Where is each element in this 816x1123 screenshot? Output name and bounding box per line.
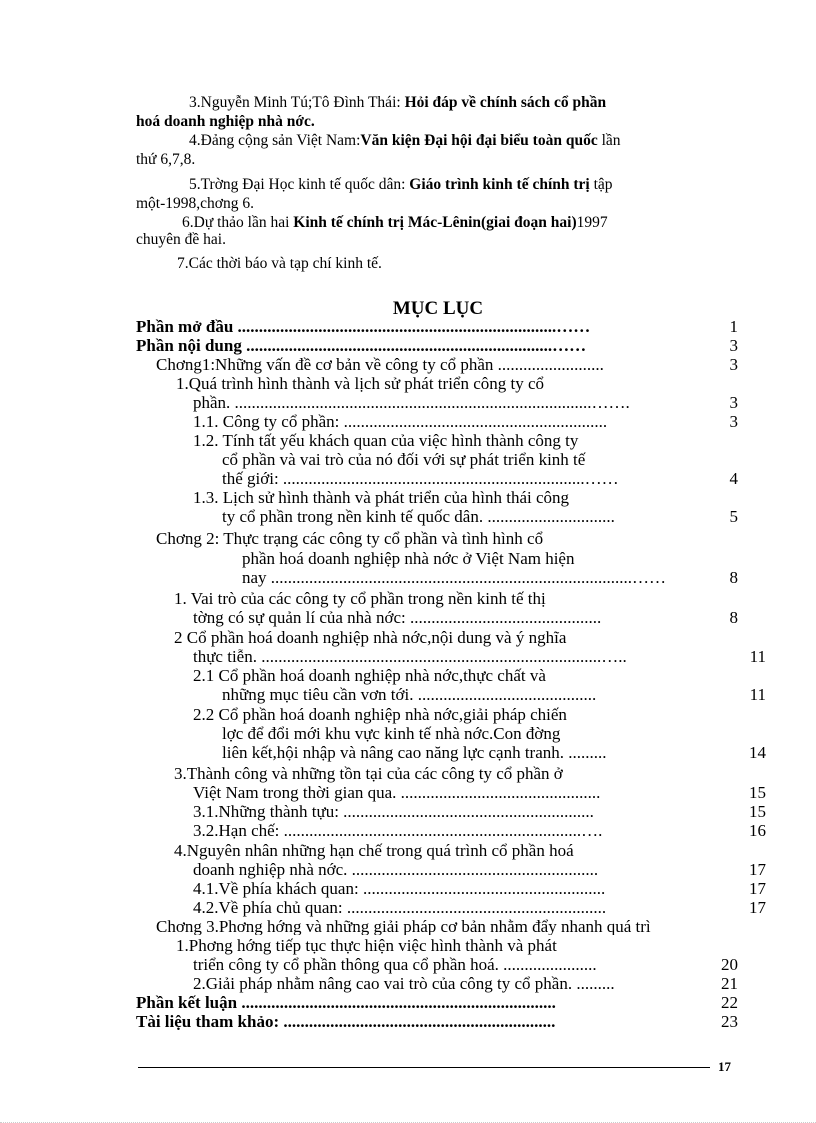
toc-entry-4-line-2: doanh nghiệp nhà nớc. .......................................................... bbox=[193, 860, 599, 879]
toc-entry-chapter-3: Chơng 3.Phơng hớng và những giải pháp cơ bản nhằm đẩy nhanh quá trì bbox=[156, 918, 651, 935]
toc-page-1: 3 bbox=[729, 393, 738, 412]
reference-5-title: Giáo trình kinh tế chính trị bbox=[409, 176, 590, 193]
reference-3-title-part-1: Hỏi đáp về chính sách cổ phần bbox=[404, 94, 607, 111]
toc-entry-content: Phần nội dung ........................................................................…… bbox=[136, 336, 587, 355]
toc-page-3-2: 16 bbox=[749, 821, 766, 840]
toc-page-2-2-1: 11 bbox=[749, 685, 766, 704]
toc-entry-conclusion: Phần kết luận .......................................................................... bbox=[136, 993, 556, 1012]
toc-entry-3-1: 3.1.Những thành tựu: ........................................................... bbox=[193, 802, 594, 821]
toc-entry-4-2: 4.2.Về phía chủ quan: ............................................................. bbox=[193, 898, 607, 917]
reference-6-line-1 bbox=[182, 213, 608, 232]
toc-entry-3-line-2: Việt Nam trong thời gian qua. ............................................... bbox=[193, 783, 601, 802]
toc-entry-4-1: 4.1.Về phía khách quan: ......................................................... bbox=[193, 879, 606, 898]
reference-3-authors: 3.Nguyễn Minh Tú;Tô Đình Thái: bbox=[189, 94, 405, 111]
toc-entry-2-2-line-2: thực tiễn. ................................................................................….. bbox=[193, 647, 627, 666]
toc-entry-references: Tài liệu tham khảo: ................................................................ bbox=[136, 1012, 556, 1031]
reference-4-line-1 bbox=[189, 131, 621, 150]
reference-4-author: 4.Đảng cộng sản Việt Nam: bbox=[189, 132, 361, 149]
toc-entry-2-1-line-2: tờng có sự quản lí của nhà nớc: ............................................. bbox=[193, 608, 602, 627]
reference-3-title-part-2: hoá doanh nghiệp nhà nớc. bbox=[136, 113, 315, 130]
toc-entry-3-1-solutions-line-1: 1.Phơng hớng tiếp tục thực hiện việc hình thành và phát bbox=[176, 936, 557, 955]
toc-page-4-1: 17 bbox=[749, 879, 766, 898]
reference-5-tail: tập bbox=[589, 176, 613, 193]
toc-page-3-1-solutions: 20 bbox=[721, 955, 738, 974]
toc-entry-2-2-2-line-3: liên kết,hội nhập và nâng cao năng lực cạnh tranh. ......... bbox=[222, 743, 607, 762]
reference-4-continuation: thứ 6,7,8. bbox=[136, 151, 196, 168]
reference-3-line-1 bbox=[189, 93, 606, 112]
toc-entry-2-2-1-line-1: 2.1 Cổ phần hoá doanh nghiệp nhà nớc,thực chất và bbox=[193, 666, 546, 685]
footer-rule bbox=[138, 1067, 710, 1068]
toc-entry-2-2-2-line-1: 2.2 Cổ phần hoá doanh nghiệp nhà nớc,giải pháp chiến bbox=[193, 705, 567, 724]
reference-6-line-2 bbox=[136, 230, 226, 249]
toc-page-conclusion: 22 bbox=[721, 993, 738, 1012]
page-number: 17 bbox=[718, 1059, 731, 1074]
reference-6-title: Kinh tế chính trị Mác-Lênin(giai đoạn hai) bbox=[293, 214, 577, 231]
toc-entry-4-line-1: 4.Nguyên nhân những hạn chế trong quá trình cổ phần hoá bbox=[174, 841, 574, 860]
toc-entry-1-line-2: phần. ....................................................................................……. bbox=[193, 393, 630, 412]
toc-page-1-1: 3 bbox=[729, 412, 738, 431]
toc-entry-3-2-solutions: 2.Giải pháp nhằm nâng cao vai trò của công ty cổ phần. ......... bbox=[193, 974, 615, 993]
toc-entry-3-line-1: 3.Thành công và những tồn tại của các công ty cổ phần ở bbox=[174, 764, 563, 783]
toc-page-2-2: 11 bbox=[749, 647, 766, 666]
toc-page-1-2: 4 bbox=[729, 469, 738, 488]
toc-page-2-2-2: 14 bbox=[749, 743, 766, 762]
toc-entry-1-line-1: 1.Quá trình hình thành và lịch sử phát triển công ty cổ bbox=[176, 374, 545, 393]
toc-page-4: 17 bbox=[749, 860, 766, 879]
reference-3-line-2 bbox=[136, 112, 315, 131]
reference-5-line-1 bbox=[189, 175, 613, 194]
toc-page-2-1: 8 bbox=[729, 608, 738, 627]
reference-6-tail: 1997 bbox=[576, 214, 608, 231]
toc-entry-1-2-line-2: cổ phần và vai trò của nó đối với sự phát triển kinh tế bbox=[222, 450, 586, 469]
toc-page-1-3: 5 bbox=[729, 507, 738, 526]
toc-page-chapter-1: 3 bbox=[729, 355, 738, 374]
toc-page-chapter-2: 8 bbox=[729, 568, 738, 587]
toc-page-references: 23 bbox=[721, 1012, 738, 1031]
toc-page-intro: 1 bbox=[729, 317, 738, 336]
reference-5-continuation: một-1998,chơng 6. bbox=[136, 195, 254, 212]
toc-entry-chapter-2-line-1: Chơng 2: Thực trạng các công ty cổ phần và tình hình cổ bbox=[156, 529, 544, 548]
reference-4-line-2 bbox=[136, 150, 195, 169]
reference-7-text: 7.Các thời báo và tạp chí kinh tế. bbox=[177, 255, 382, 272]
toc-page-content: 3 bbox=[729, 336, 738, 355]
reference-7-line-1 bbox=[177, 254, 382, 273]
toc-entry-2-1-line-1: 1. Vai trò của các công ty cổ phần trong nền kinh tế thị bbox=[174, 589, 546, 608]
reference-6-continuation: chuyên đề hai. bbox=[136, 231, 226, 248]
toc-entry-1-2-line-3: thế giới: .......................................................................…… bbox=[222, 469, 619, 488]
toc-page-4-2: 17 bbox=[749, 898, 766, 917]
toc-entry-2-2-2-line-2: lợc để đổi mới khu vực kinh tế nhà nớc.Con đờng bbox=[222, 724, 561, 743]
toc-entry-3-2: 3.2.Hạn chế: ......................................................................…. bbox=[193, 821, 603, 840]
toc-entry-2-2-line-1: 2 Cổ phần hoá doanh nghiệp nhà nớc,nội dung và ý nghĩa bbox=[174, 628, 567, 647]
toc-page-3: 15 bbox=[749, 783, 766, 802]
reference-4-tail: lần bbox=[597, 132, 621, 149]
toc-entry-intro: Phần mở đầu ...........................................................................…… bbox=[136, 317, 591, 336]
reference-5-line-2 bbox=[136, 194, 254, 213]
reference-4-title: Văn kiện Đại hội đại biểu toàn quốc bbox=[360, 132, 598, 149]
toc-entry-1-2-line-1: 1.2. Tính tất yếu khách quan của việc hình thành công ty bbox=[193, 431, 579, 450]
toc-entry-1-1: 1.1. Công ty cổ phần: .............................................................. bbox=[193, 412, 608, 431]
toc-entry-chapter-2-line-2: phần hoá doanh nghiệp nhà nớc ở Việt Nam hiện bbox=[242, 549, 575, 568]
toc-entry-chapter-2-line-3: nay .....................................................................................…… bbox=[242, 568, 667, 587]
toc-entry-1-3-line-2: ty cổ phần trong nền kinh tế quốc dân. .............................. bbox=[222, 507, 615, 526]
toc-entry-1-3-line-1: 1.3. Lịch sử hình thành và phát triển của hình thái công bbox=[193, 488, 570, 507]
toc-page-3-2-solutions: 21 bbox=[721, 974, 738, 993]
reference-5-author: 5.Trờng Đại Học kinh tế quốc dân: bbox=[189, 176, 410, 193]
reference-6-author: 6.Dự thảo lần hai bbox=[182, 214, 294, 231]
toc-entry-chapter-1: Chơng1:Những vấn đề cơ bản về công ty cổ phần ......................... bbox=[156, 355, 604, 374]
toc-entry-3-1-solutions-line-2: triển công ty cổ phần thông qua cổ phần hoá. ...................... bbox=[193, 955, 597, 974]
toc-title: MỤC LỤC bbox=[392, 298, 484, 319]
toc-page-3-1: 15 bbox=[749, 802, 766, 821]
toc-entry-2-2-1-line-2: những mục tiêu cần vơn tới. .......................................... bbox=[222, 685, 597, 704]
